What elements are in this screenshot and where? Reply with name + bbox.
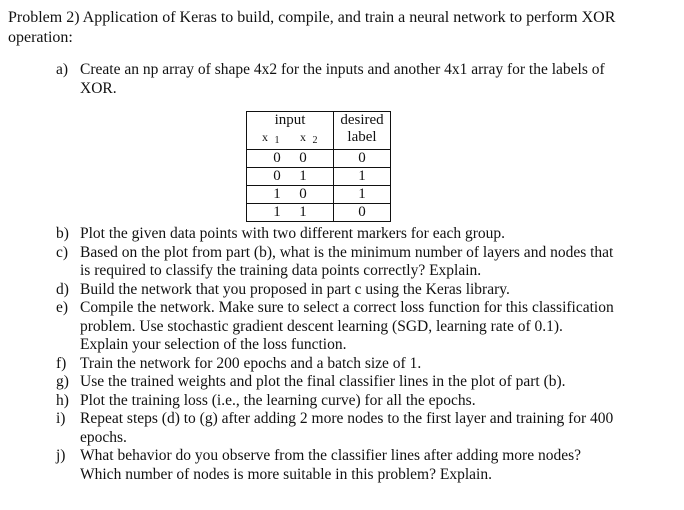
item-marker: c) xyxy=(56,243,69,261)
x1-value: 0 xyxy=(273,150,281,166)
label-header-cell xyxy=(334,112,391,150)
item-line: Use the trained weights and plot the final classifier lines in the plot of part (b). xyxy=(80,373,566,390)
x1-value: 0 xyxy=(273,168,281,184)
problem-title-line: operation: xyxy=(8,29,73,46)
label-value: 0 xyxy=(334,204,391,222)
item-line: Which number of nodes is more suitable in this problem? Explain. xyxy=(80,465,492,483)
x1-value: 1 xyxy=(273,186,281,202)
problem-title xyxy=(8,8,648,48)
x2-value: 0 xyxy=(299,150,307,166)
item-line: Repeat steps (d) to (g) after adding 2 more nodes to the first layer and training for 400 xyxy=(80,410,614,427)
x1-header: x 1 xyxy=(262,130,280,146)
item-j xyxy=(56,447,656,484)
table-row xyxy=(247,186,391,204)
xor-truth-table xyxy=(246,111,391,222)
item-marker: i) xyxy=(56,410,66,427)
item-line: Plot the training loss (i.e., the learning curve) for all the epochs. xyxy=(80,391,476,409)
item-c xyxy=(56,244,656,281)
label-value: 0 xyxy=(334,150,391,168)
input-header: input xyxy=(274,112,306,128)
item-line: is required to classify the training data points correctly? Explain. xyxy=(80,262,482,279)
item-h xyxy=(56,392,656,411)
item-marker: b) xyxy=(56,225,69,242)
x2-header: x 2 xyxy=(300,130,318,146)
label-header-line: desired xyxy=(340,112,384,128)
table-row xyxy=(247,204,391,222)
item-line: XOR. xyxy=(80,79,117,97)
table-row xyxy=(247,150,391,168)
item-line: Create an np array of shape 4x2 for the inputs and another 4x1 array for the labels of xyxy=(80,61,605,78)
item-a xyxy=(56,61,656,98)
item-line: Compile the network. Make sure to select a correct loss function for this classification xyxy=(80,299,614,316)
item-line: What behavior do you observe from the classifier lines after adding more nodes? xyxy=(80,447,581,464)
label-header-line: label xyxy=(347,129,377,145)
item-e xyxy=(56,299,656,355)
item-marker: d) xyxy=(56,280,69,298)
item-marker: g) xyxy=(56,373,69,390)
item-marker: h) xyxy=(56,391,69,409)
label-value: 1 xyxy=(334,186,391,204)
item-marker: e) xyxy=(56,299,69,316)
item-line: Build the network that you proposed in part c using the Keras library. xyxy=(80,280,510,298)
item-g xyxy=(56,373,656,392)
x1-value: 1 xyxy=(273,204,281,220)
item-b xyxy=(56,225,656,244)
x2-value: 1 xyxy=(299,204,307,220)
item-d xyxy=(56,281,656,300)
item-i xyxy=(56,410,656,447)
problem-title-line: Problem 2) Application of Keras to build, compile, and train a neural network to perform XOR xyxy=(8,9,616,26)
item-line: epochs. xyxy=(80,428,127,446)
table-row xyxy=(247,168,391,186)
label-value: 1 xyxy=(334,168,391,186)
input-header-cell xyxy=(247,112,334,150)
item-marker: f) xyxy=(56,354,67,372)
item-line: Train the network for 200 epochs and a batch size of 1. xyxy=(80,354,422,372)
x2-value: 0 xyxy=(299,186,307,202)
item-line: problem. Use stochastic gradient descent learning (SGD, learning rate of 0.1). xyxy=(80,317,563,335)
item-line: Explain your selection of the loss function. xyxy=(80,336,347,353)
item-line: Based on the plot from part (b), what is the minimum number of layers and nodes that xyxy=(80,243,614,261)
item-marker: j) xyxy=(56,447,66,464)
x2-value: 1 xyxy=(299,168,307,184)
item-marker: a) xyxy=(56,61,69,78)
item-line: Plot the given data points with two different markers for each group. xyxy=(80,225,505,242)
item-f xyxy=(56,355,656,374)
